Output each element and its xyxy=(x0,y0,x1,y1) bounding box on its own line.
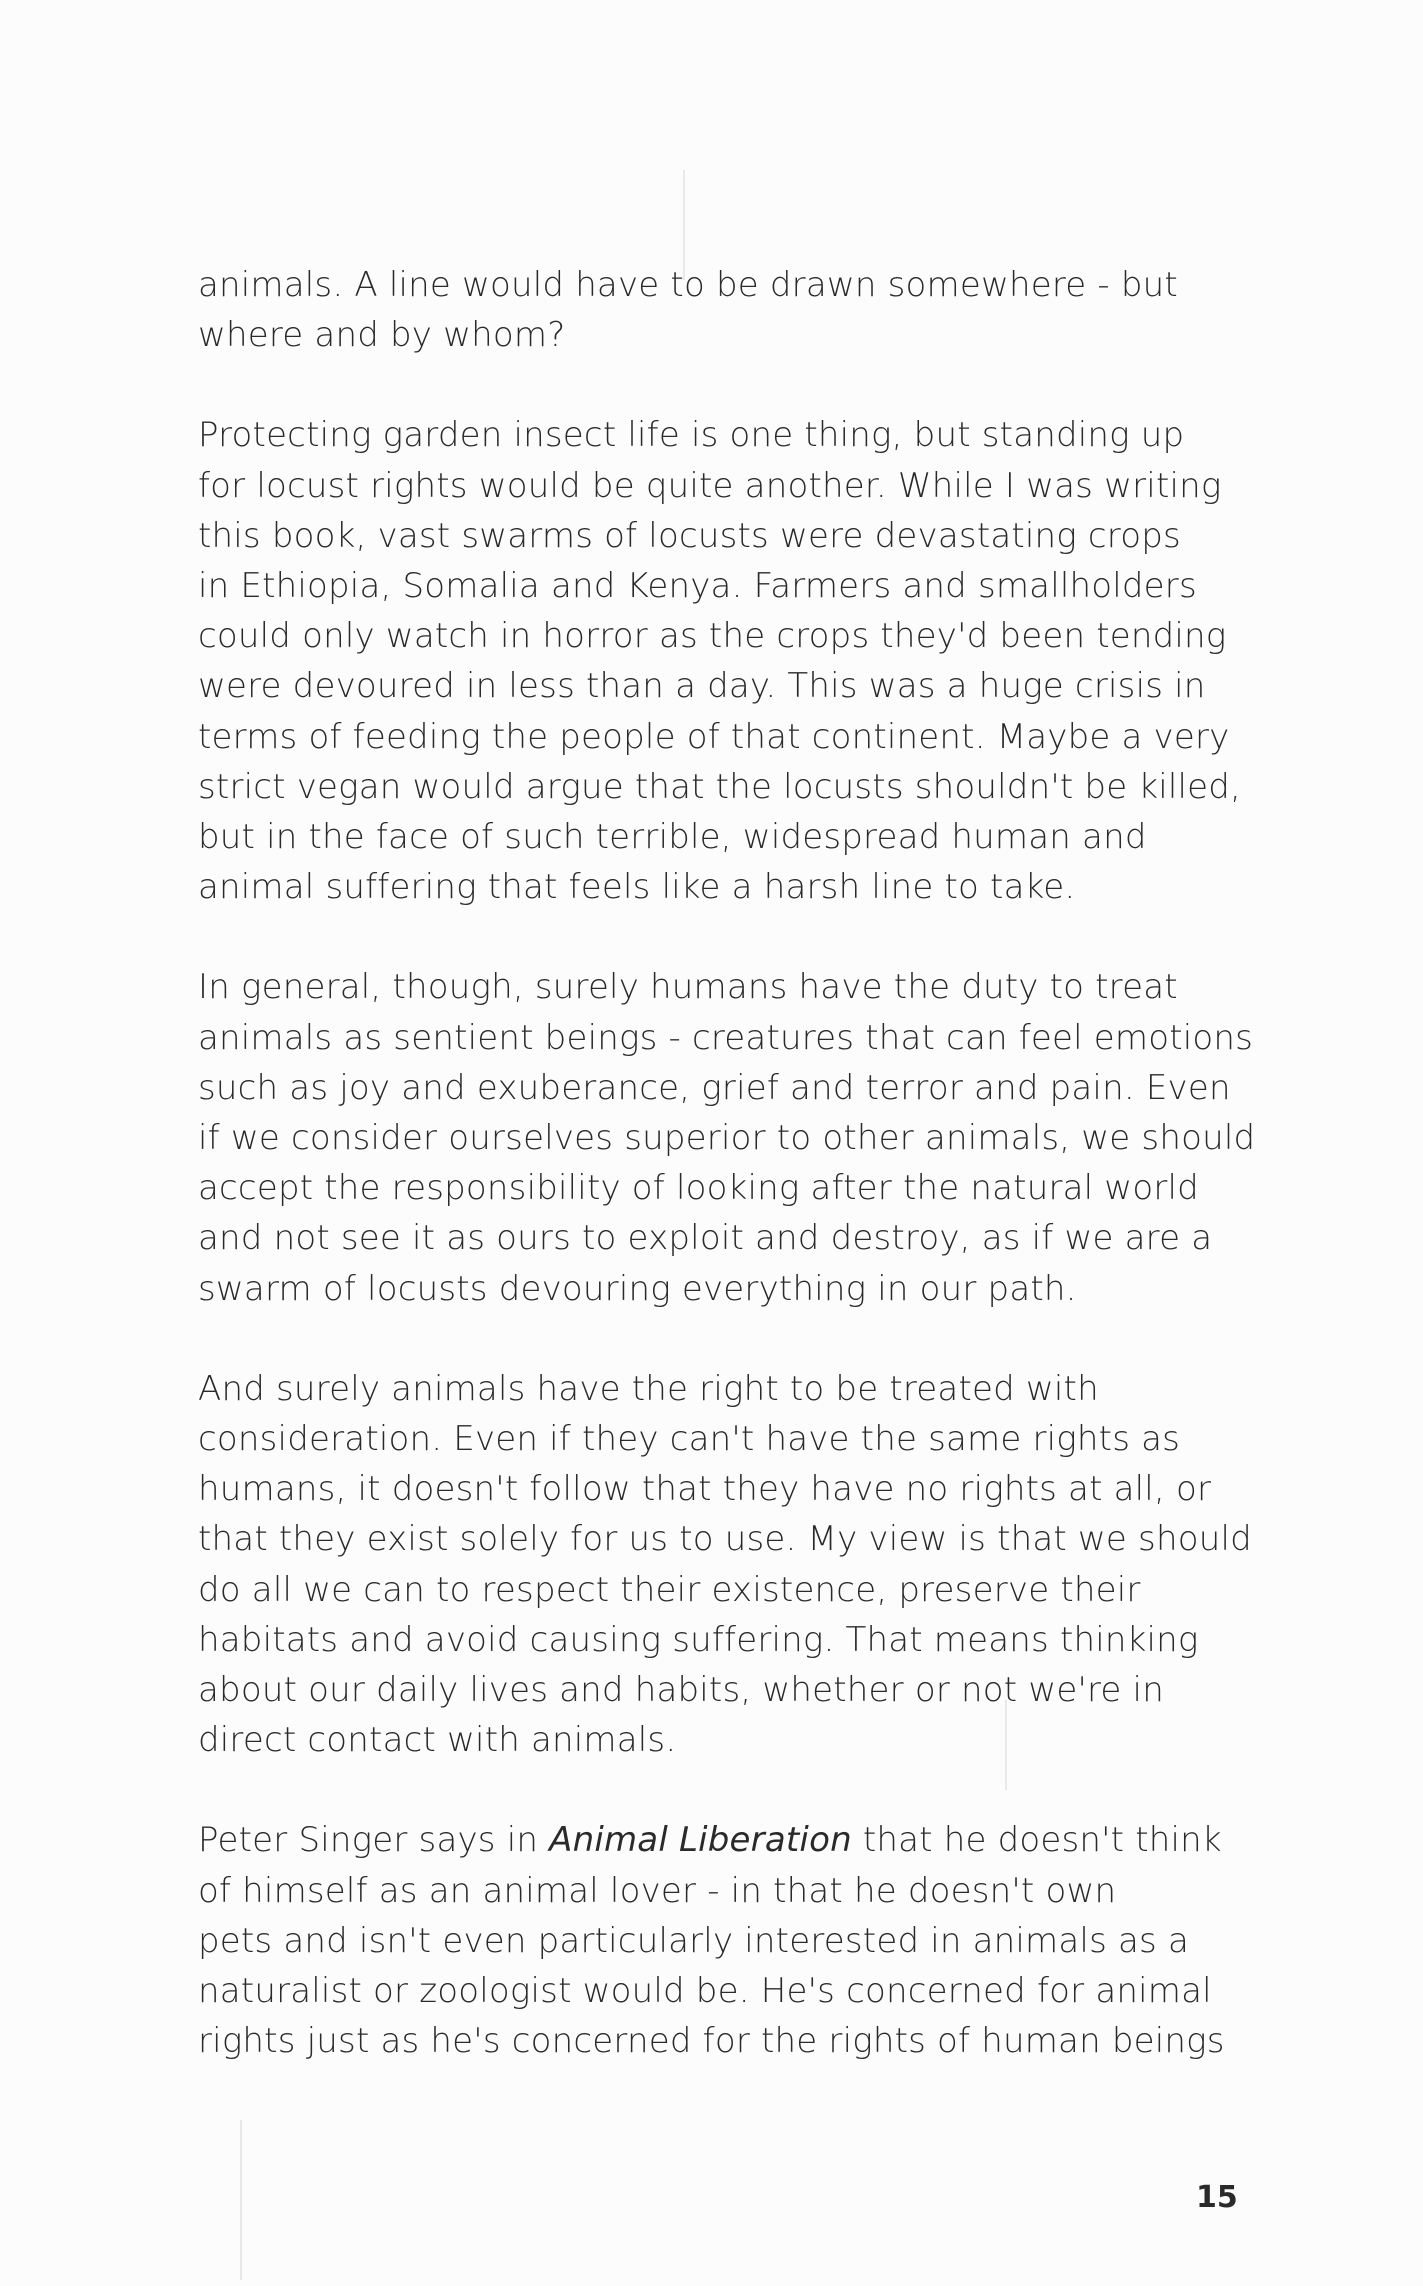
text-line: animals as sentient beings - creatures that can feel emotions xyxy=(198,1017,1254,1058)
text-run: Peter Singer says in xyxy=(198,1820,550,1861)
scan-artifact xyxy=(240,2120,242,2280)
text-line: could only watch in horror as the crops they'd been tending xyxy=(198,616,1227,657)
text-line: swarm of locusts devouring everything in our path. xyxy=(198,1268,1077,1309)
text-line: humans, it doesn't follow that they have no rights at all, or xyxy=(198,1469,1212,1510)
text-run: that he doesn't think xyxy=(851,1820,1222,1861)
text-line: naturalist or zoologist would be. He's concerned for animal xyxy=(198,1971,1212,2012)
paragraph xyxy=(198,410,1258,912)
page-number: 15 xyxy=(1196,2180,1238,2215)
text-line: for locust rights would be quite another. While I was writing xyxy=(198,465,1222,506)
paragraph xyxy=(198,1815,1258,2066)
text-line: where and by whom? xyxy=(198,315,566,356)
text-line: such as joy and exuberance, grief and terror and pain. Even xyxy=(198,1067,1231,1108)
text-line: in Ethiopia, Somalia and Kenya. Farmers and smallholders xyxy=(198,566,1197,607)
paragraph xyxy=(198,962,1258,1313)
text-line: of himself as an animal lover - in that he doesn't own xyxy=(198,1870,1117,1911)
body-text xyxy=(198,260,1258,2117)
text-line: And surely animals have the right to be treated with xyxy=(198,1368,1099,1409)
text-line: pets and isn't even particularly interested in animals as a xyxy=(198,1920,1189,1961)
text-line: strict vegan would argue that the locusts shouldn't be killed, xyxy=(198,766,1242,807)
text-line: direct contact with animals. xyxy=(198,1720,677,1761)
text-line: animals. A line would have to be drawn somewhere - but xyxy=(198,265,1178,305)
text-line: Protecting garden insect life is one thing, but standing up xyxy=(198,415,1185,456)
text-line: if we consider ourselves superior to other animals, we should xyxy=(198,1118,1256,1159)
text-line: this book, vast swarms of locusts were devastating crops xyxy=(198,515,1181,556)
text-line xyxy=(198,1815,1258,1865)
book-title: Animal Liberation xyxy=(549,1820,852,1861)
paragraph xyxy=(198,260,1258,360)
text-line: but in the face of such terrible, widespread human and xyxy=(198,817,1147,858)
text-line: In general, though, surely humans have the duty to treat xyxy=(198,967,1178,1008)
text-line: were devoured in less than a day. This was a huge crisis in xyxy=(198,666,1206,707)
text-line: accept the responsibility of looking after the natural world xyxy=(198,1168,1199,1209)
text-line: consideration. Even if they can't have the same rights as xyxy=(198,1419,1181,1460)
text-line: animal suffering that feels like a harsh line to take. xyxy=(198,867,1076,908)
text-line: rights just as he's concerned for the rights of human beings xyxy=(198,2021,1225,2062)
paragraph xyxy=(198,1364,1258,1766)
text-line: and not see it as ours to exploit and destroy, as if we are a xyxy=(198,1218,1213,1259)
text-line: habitats and avoid causing suffering. That means thinking xyxy=(198,1619,1199,1660)
text-line: that they exist solely for us to use. My view is that we should xyxy=(198,1519,1252,1560)
text-line: terms of feeding the people of that continent. Maybe a very xyxy=(198,716,1230,757)
text-line: about our daily lives and habits, whether or not we're in xyxy=(198,1670,1164,1711)
text-line: do all we can to respect their existence, preserve their xyxy=(198,1569,1141,1610)
